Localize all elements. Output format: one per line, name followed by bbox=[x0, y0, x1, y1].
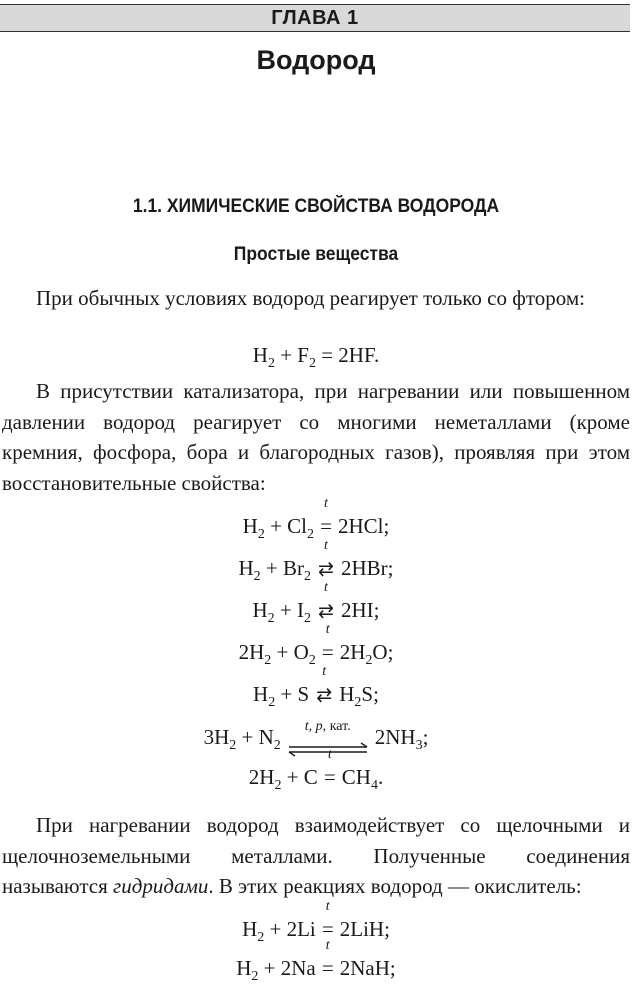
equation-h2-na: $H_2 + 2Na$ t = 2NaH; bbox=[236, 938, 396, 984]
reversible-arrow-icon: t ⇄ bbox=[318, 538, 334, 580]
equation-h2-br2: $H_2 + Br_2$ t ⇄ 2HBr; bbox=[238, 538, 394, 584]
subsection-title: Простые вещества bbox=[233, 244, 399, 265]
equation-h2-o2: $2H_2 + O_2$ t = $2H_2O$; bbox=[238, 622, 394, 668]
equation-h2-i2: $H_2 + I_2$ t ⇄ 2HI; bbox=[252, 580, 380, 626]
heating-equals-sign: t = bbox=[321, 899, 334, 941]
equation-h2-n2: $3H_2 + N_2$ t, p, кат. $2NH_3$; bbox=[0, 722, 632, 752]
chapter-title: Водород bbox=[256, 45, 376, 75]
heating-equals-sign: t = bbox=[321, 622, 334, 664]
equation-h2-li: $H_2 + 2Li$ t = 2LiH; bbox=[242, 899, 390, 945]
paragraph-nonmetals: В присутствии катализатора, при нагревании или повышенном давлении водород реагирует со многими неметаллами (кроме кремния, фосфора, бора и благородных газов), проявляя при этом восстановительные свойства: bbox=[2, 379, 630, 495]
paragraph-hydrides: При нагревании водород взаимодействует со щелочными и щелочноземельными металлами. Полученные соединения называются гидридами. В этих реакциях водород — окислитель: bbox=[2, 813, 630, 898]
reversible-arrow-icon: t ⇄ bbox=[318, 580, 334, 622]
equation-h2-f2: $H_2 + F_2 = 2HF$. bbox=[252, 343, 380, 371]
section-title: 1.1. ХИМИЧЕСКИЕ СВОЙСТВА ВОДОРОДА bbox=[132, 196, 500, 217]
heating-equals-sign: t = bbox=[323, 747, 336, 789]
chapter-label: ГЛАВА 1 bbox=[0, 4, 630, 32]
term-hydrides: гидридами bbox=[113, 874, 209, 898]
reversible-arrow-icon: t ⇄ bbox=[316, 664, 333, 706]
heating-equals-sign: t = bbox=[320, 496, 332, 538]
heating-equals-sign: t = bbox=[321, 938, 334, 980]
equation-h2-cl2: $H_2 + Cl_2$ t = 2HCl; bbox=[242, 496, 390, 542]
equation-h2-c: $2H_2 + C$ t = $CH_4$. bbox=[248, 747, 384, 793]
equation-h2-s: $H_2 + S$ t ⇄ $H_2S$; bbox=[253, 664, 379, 710]
long-reversible-arrow-icon: t, p, кат. bbox=[287, 730, 369, 744]
paragraph-fluorine: При обычных условиях водород реагирует только со фтором: bbox=[36, 286, 585, 310]
